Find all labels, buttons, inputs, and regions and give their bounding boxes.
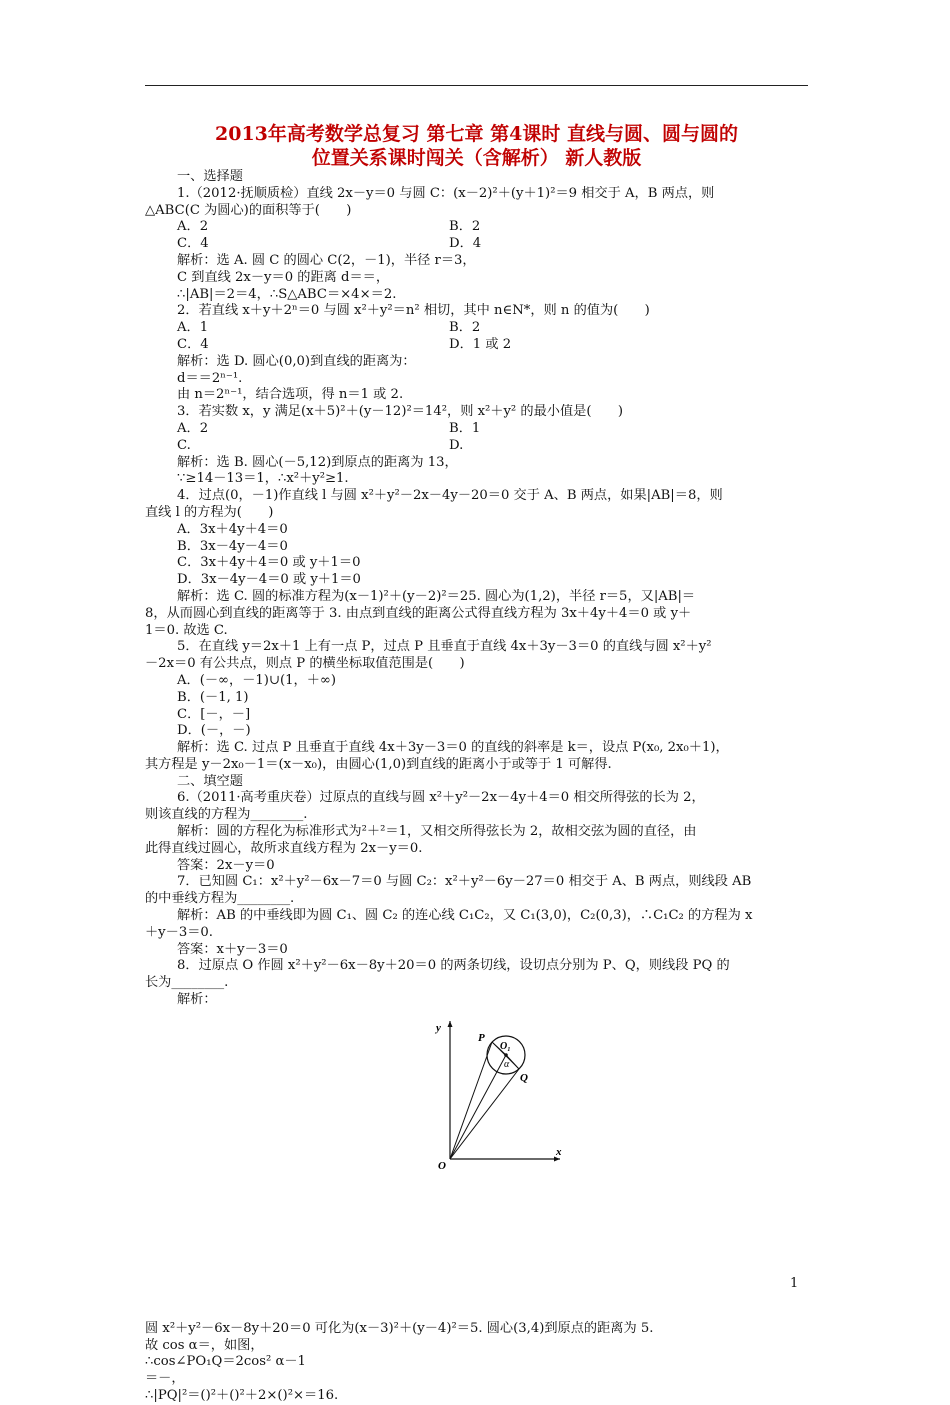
- question-4: 4．过点(0，－1)作直线 l 与圆 x²＋y²－2x－4y－20＝0 交于 A、B 两点，如果|AB|＝8，则: [177, 488, 723, 504]
- option-a: A．(－∞，－1)∪(1，＋∞): [177, 672, 337, 688]
- center-dot: [504, 1053, 508, 1057]
- option-d: D.: [449, 437, 464, 453]
- origin-label: O: [438, 1159, 446, 1169]
- solution-line: 解析：圆的方程化为标准形式为²＋²＝1，又相交所得弦长为 2，故相交弦为圆的直径，由: [177, 824, 697, 840]
- question-3-options-cd: [145, 438, 808, 455]
- solution-line: ＋y－3＝0.: [145, 924, 213, 940]
- tangent-line-q: [450, 1069, 519, 1159]
- line-o-o1: [450, 1055, 506, 1159]
- option-c: C．3x＋4y＋4＝0 或 y＋1＝0: [177, 555, 361, 571]
- answer-line: 答案：2x－y＝0: [177, 857, 275, 873]
- question-2-options-cd: [145, 337, 808, 354]
- y-axis-label: y: [436, 1021, 441, 1034]
- solution-line: ∴|AB|＝2＝4，∴S△ABC＝×4×＝2.: [177, 286, 397, 302]
- solution-line: ∴|PQ|²＝()²＋()²＋2×()²×＝16.: [145, 1388, 339, 1404]
- question-5: 5．在直线 y＝2x＋1 上有一点 P，过点 P 且垂直于直线 4x＋3y－3＝0 的直线与圆 x²＋y²: [177, 639, 712, 655]
- tangent-diagram: [430, 1009, 570, 1169]
- solution-line: 解析：: [177, 992, 217, 1008]
- solution-line: 圆 x²＋y²－6x－8y＋20＝0 可化为(x－3)²＋(y－4)²＝5. 圆心(3,4)到原点的距离为 5.: [145, 1320, 654, 1336]
- solution-line: 1＝0. 故选 C.: [145, 622, 228, 638]
- option-d: D．1 或 2: [449, 336, 512, 352]
- question-5-cont: －2x＝0 有公共点，则点 P 的横坐标取值范围是( ): [145, 656, 465, 672]
- header-rule: [145, 85, 808, 86]
- solution-line: 故 cos α＝，如图，: [145, 1337, 264, 1353]
- solution-line: 其方程是 y－2x₀－1＝(x－x₀)，由圆心(1,0)到直线的距离小于或等于 1 可解得.: [145, 756, 612, 772]
- option-b: B．(－1, 1): [177, 689, 249, 705]
- option-b: B．2: [449, 219, 481, 235]
- option-c: C.: [177, 437, 191, 453]
- option-a: A．2: [177, 420, 209, 436]
- section-heading: 一、选择题: [177, 169, 243, 184]
- option-d: D．(－，－): [177, 723, 251, 739]
- alpha-label: α: [504, 1058, 510, 1070]
- point-q-label: Q: [520, 1071, 528, 1084]
- solution-line: 解析：选 C. 圆的标准方程为(x－1)²＋(y－2)²＝25. 圆心为(1,2)，半径 r＝5，又|AB|＝: [177, 588, 696, 604]
- option-c: C．[－，－]: [177, 706, 251, 722]
- option-b: B．3x－4y－4＝0: [177, 538, 288, 554]
- question-1-cont: △ABC(C 为圆心)的面积等于( ): [145, 202, 352, 218]
- question-1: 1.（2012·抚顺质检）直线 2x－y＝0 与圆 C：(x－2)²＋(y＋1)²＝9 相交于 A，B 两点，则: [177, 185, 715, 201]
- question-3-options-ab: [145, 421, 808, 438]
- x-axis-label: x: [556, 1145, 562, 1158]
- document-body: [145, 169, 808, 1405]
- solution-line: 解析：选 C. 过点 P 且垂直于直线 4x＋3y－3＝0 的直线的斜率是 k＝，设点 P(x₀, 2x₀＋1)，: [177, 740, 729, 756]
- question-7-cont: 的中垂线方程为________.: [145, 891, 295, 907]
- question-3: 3．若实数 x，y 满足(x＋5)²＋(y－12)²＝14²，则 x²＋y² 的最小值是( ): [177, 404, 624, 420]
- option-a: A．3x＋4y＋4＝0: [177, 521, 288, 537]
- option-b: B．1: [449, 420, 481, 436]
- question-2-options-ab: [145, 320, 808, 337]
- center-o1-label: O₁: [500, 1040, 511, 1052]
- solution-line: 解析：AB 的中垂线即为圆 C₁、圆 C₂ 的连心线 C₁C₂，又 C₁(3,0)，C₂(0,3)，∴C₁C₂ 的方程为 x: [177, 908, 753, 924]
- solution-line: 解析：选 D. 圆心(0,0)到直线的距离为：: [177, 353, 416, 369]
- option-d: D．3x－4y－4＝0 或 y＋1＝0: [177, 572, 361, 588]
- solution-line: ∴cos∠PO₁Q＝2cos² α－1: [145, 1354, 306, 1370]
- question-1-options-ab: [145, 219, 808, 236]
- question-8-cont: 长为________.: [145, 975, 229, 991]
- title-line-1: 2013年高考数学总复习 第七章 第4课时 直线与圆、圆与圆的: [215, 123, 738, 145]
- option-a: A．1: [177, 320, 209, 336]
- solution-line: d＝＝2ⁿ⁻¹.: [177, 370, 243, 386]
- tangent-line-p: [450, 1042, 492, 1159]
- option-a: A．2: [177, 219, 209, 235]
- tangent-figure: [145, 1009, 808, 1321]
- question-1-options-cd: [145, 236, 808, 253]
- question-6-cont: 则该直线的方程为________.: [145, 807, 308, 823]
- document-title: [145, 122, 808, 170]
- option-c: C．4: [177, 236, 209, 252]
- option-d: D．4: [449, 236, 482, 252]
- title-line-2: 位置关系课时闯关（含解析） 新人教版: [311, 147, 642, 169]
- solution-line: ＝－，: [145, 1371, 185, 1387]
- question-6: 6.（2011·高考重庆卷）过原点的直线与圆 x²＋y²－2x－4y＋4＝0 相交所得弦的长为 2，: [177, 790, 705, 806]
- solution-line: C 到直线 2x－y＝0 的距离 d＝＝，: [177, 269, 390, 285]
- question-7: 7．已知圆 C₁：x²＋y²－6x－7＝0 与圆 C₂：x²＋y²－6y－27＝0 相交于 A、B 两点，则线段 AB: [177, 874, 752, 890]
- question-4-cont: 直线 l 的方程为( ): [145, 504, 274, 520]
- solution-line: ∵≥14－13＝1，∴x²＋y²≥1.: [177, 471, 349, 487]
- solution-line: 8，从而圆心到直线的距离等于 3. 由点到直线的距离公式得直线方程为 3x＋4y＋4＝0 或 y＋: [145, 605, 692, 621]
- section-heading: 二、填空题: [177, 773, 243, 789]
- point-p-label: P: [478, 1031, 485, 1044]
- page-number: 1: [790, 1276, 799, 1291]
- question-8: 8．过原点 O 作圆 x²＋y²－6x－8y＋20＝0 的两条切线，设切点分别为 P、Q，则线段 PQ 的: [177, 958, 730, 974]
- option-c: C．4: [177, 336, 209, 352]
- y-axis-arrow: [448, 1021, 453, 1027]
- solution-line: 此得直线过圆心，故所求直线方程为 2x－y＝0.: [145, 840, 423, 856]
- solution-line: 由 n＝2ⁿ⁻¹，结合选项，得 n＝1 或 2.: [177, 387, 404, 403]
- solution-line: 解析：选 B. 圆心(－5,12)到原点的距离为 13，: [177, 454, 458, 470]
- answer-line: 答案：x＋y－3＝0: [177, 941, 288, 957]
- question-2: 2．若直线 x＋y＋2ⁿ＝0 与圆 x²＋y²＝n² 相切，其中 n∈N*，则 n 的值为( ): [177, 303, 650, 319]
- solution-line: 解析：选 A. 圆 C 的圆心 C(2，－1)，半径 r＝3，: [177, 252, 476, 268]
- option-b: B．2: [449, 320, 481, 336]
